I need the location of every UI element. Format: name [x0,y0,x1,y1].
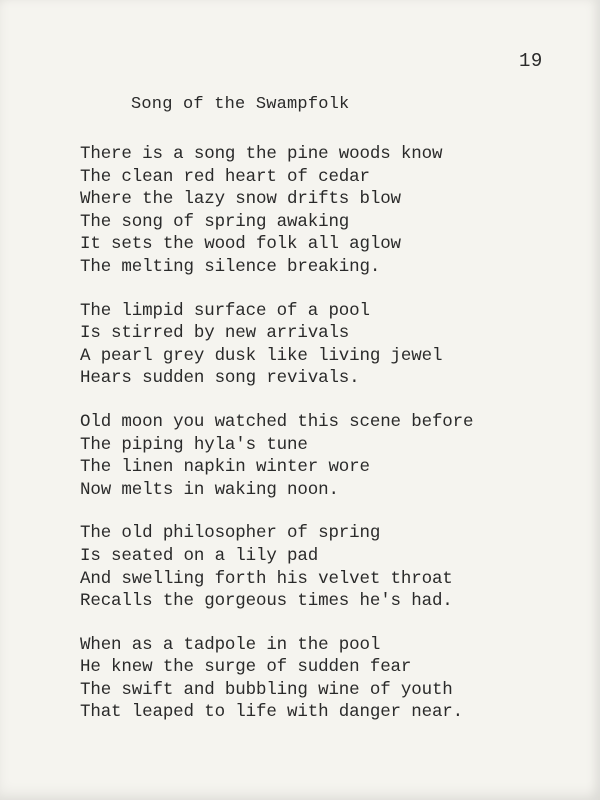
poem-line: It sets the wood folk all aglow [80,234,401,255]
poem-line: Old moon you watched this scene before [80,411,474,432]
poem-line: Where the lazy snow drifts blow [80,189,401,210]
poem-title: Song of the Swampfolk [131,95,350,114]
poem-line: The piping hyla's tune [80,434,308,455]
poem-line: Hears sudden song revivals. [80,368,360,389]
poem-line: The swift and bubbling wine of youth [80,679,453,700]
poem-line: Now melts in waking noon. [80,479,339,500]
poem-line: Is seated on a lily pad [80,545,319,566]
stanza-4 [80,522,580,612]
poem-line: There is a song the pine woods know [80,144,443,164]
poem-line: The limpid surface of a pool [80,300,370,321]
poem-line: A pearl grey dusk like living jewel [80,345,443,366]
poem-line: The linen napkin winter wore [80,457,370,478]
stanza-3 [80,411,580,501]
page-number: 19 [519,50,543,72]
poem-line: The clean red heart of cedar [80,166,370,187]
poem-line: And swelling forth his velvet throat [80,568,453,589]
stanza-5 [80,634,580,724]
poem-line: The old philosopher of spring [80,523,381,544]
poem-line: He knew the surge of sudden fear [80,657,412,678]
poem-line: That leaped to life with danger near. [80,702,464,723]
stanza-2 [80,300,580,390]
poem-line: Recalls the gorgeous times he's had. [80,591,453,612]
poem-line: When as a tadpole in the pool [80,634,381,655]
poem-body [80,143,580,745]
poem-line: The song of spring awaking [80,211,350,232]
stanza-1 [80,143,580,279]
poem-line: Is stirred by new arrivals [80,323,350,344]
poem-line: The melting silence breaking. [80,256,381,277]
